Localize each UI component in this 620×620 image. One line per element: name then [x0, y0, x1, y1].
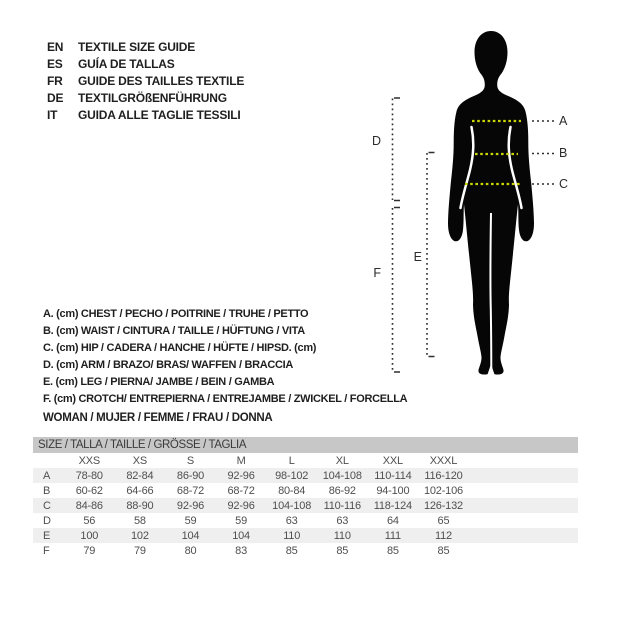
size-value-cell: 85	[437, 544, 450, 557]
size-value-cell: 92-96	[227, 499, 255, 512]
table-body	[33, 468, 578, 558]
marker-label-leg: E	[413, 250, 422, 264]
size-value-cell: 110-114	[374, 469, 412, 482]
size-value-cell: 118-124	[373, 499, 412, 512]
size-value-cell: 58	[133, 514, 146, 527]
marker-label-chest: A	[559, 113, 568, 128]
row-letter-cell: F	[43, 544, 50, 557]
leg-gap	[490, 213, 491, 368]
size-value-cell: 59	[184, 514, 197, 527]
size-table	[33, 437, 578, 558]
size-value-cell: 64	[386, 514, 399, 527]
size-value-cell: 126-132	[423, 499, 463, 512]
table-row	[33, 528, 578, 543]
table-row	[33, 468, 578, 483]
leg-length-ticks	[429, 153, 435, 357]
size-value-cell: 98-102	[275, 469, 309, 482]
language-code: FR	[47, 73, 63, 88]
size-column-header: XS	[132, 454, 148, 467]
size-value-cell: 110	[283, 529, 301, 542]
measurement-line: B. (cm) WAIST / CINTURA / TAILLE / HÜFTUNG / VITA	[43, 325, 305, 337]
row-letter-cell: B	[43, 484, 51, 497]
size-value-cell: 68-72	[176, 484, 205, 497]
size-table-title-bar: SIZE / TALLA / TAILLE / GRÖSSE / TAGLIA	[33, 437, 578, 453]
size-value-cell: 104-108	[272, 499, 312, 512]
size-value-cell: 60-62	[75, 484, 103, 497]
marker-label-hip: C	[559, 176, 569, 191]
table-column-header-row	[33, 453, 578, 468]
size-column-header: XXXL	[429, 454, 458, 467]
size-value-cell: 86-92	[328, 484, 356, 497]
size-column-header: XL	[335, 454, 349, 467]
size-value-cell: 85	[386, 544, 399, 557]
size-value-cell: 78-80	[75, 469, 103, 482]
size-value-cell: 63	[285, 514, 298, 527]
table-row	[33, 498, 578, 513]
size-value-cell: 102-106	[423, 484, 463, 497]
marker-label-waist: B	[559, 146, 568, 160]
marker-label-arm: D	[371, 134, 381, 148]
marker-label-crotch: F	[373, 266, 381, 280]
size-value-cell: 65	[437, 514, 450, 527]
size-column-header: XXS	[78, 454, 100, 467]
size-value-cell: 79	[83, 544, 96, 557]
size-value-cell: 68-72	[227, 484, 255, 497]
size-value-cell: 84-86	[75, 499, 103, 512]
table-row	[33, 543, 578, 558]
measurement-line: F. (cm) CROTCH/ ENTREPIERNA / ENTREJAMBE / ZWICKEL / FORCELLA	[43, 393, 408, 405]
language-title: TEXTILGRÖßENFÜHRUNG	[78, 90, 227, 105]
row-letter-cell: C	[43, 499, 51, 512]
size-value-cell: 104	[232, 529, 250, 542]
size-value-cell: 104	[181, 529, 200, 542]
size-value-cell: 112	[434, 529, 452, 542]
size-value-cell: 82-84	[126, 469, 154, 482]
size-value-cell: 56	[83, 514, 96, 527]
size-value-cell: 92-96	[176, 499, 205, 512]
measurement-line: C. (cm) HIP / CADERA / HANCHE / HÜFTE / HIPSD. (cm)	[43, 342, 317, 354]
size-column-header: S	[186, 454, 195, 467]
size-value-cell: 94-100	[376, 484, 410, 497]
size-value-cell: 80	[184, 544, 197, 557]
language-title: TEXTILE SIZE GUIDE	[78, 40, 196, 55]
size-value-cell: 85	[285, 544, 298, 557]
size-column-header: XXL	[382, 454, 403, 467]
size-value-cell: 104-108	[322, 469, 362, 482]
size-column-header: M	[236, 454, 246, 467]
language-code: EN	[47, 40, 64, 55]
size-value-cell: 59	[235, 514, 247, 527]
size-value-cell: 92-96	[227, 469, 255, 482]
size-column-header: L	[288, 454, 295, 467]
size-value-cell: 79	[133, 544, 146, 557]
size-value-cell: 64-66	[126, 484, 154, 497]
language-code: DE	[47, 90, 64, 105]
size-value-cell: 100	[80, 529, 99, 542]
measurement-line: E. (cm) LEG / PIERNA/ JAMBE / BEIN / GAMBA	[43, 376, 275, 388]
size-value-cell: 85	[336, 544, 349, 557]
row-letter-cell: E	[43, 529, 51, 542]
arm-length-ticks	[394, 98, 400, 201]
size-value-cell: 110	[333, 529, 351, 542]
size-value-cell: 80-84	[278, 484, 306, 497]
language-title: GUIDA ALLE TAGLIE TESSILI	[78, 107, 241, 122]
size-value-cell: 116-120	[424, 469, 463, 482]
measurement-line: A. (cm) CHEST / PECHO / POITRINE / TRUHE / PETTO	[43, 308, 309, 320]
row-letter-cell: A	[43, 469, 51, 482]
size-value-cell: 88-90	[126, 499, 154, 512]
size-value-cell: 86-90	[176, 469, 205, 482]
table-row	[33, 483, 578, 498]
size-value-cell: 110-116	[323, 499, 361, 512]
table-row	[33, 513, 578, 528]
size-value-cell: 102	[131, 529, 149, 542]
gender-label: WOMAN / MUJER / FEMME / FRAU / DONNA	[43, 412, 273, 424]
language-code: ES	[47, 57, 63, 72]
size-value-cell: 83	[235, 544, 247, 557]
language-title: GUIDE DES TAILLES TEXTILE	[78, 73, 245, 88]
size-value-cell: 63	[336, 514, 349, 527]
row-letter-cell: D	[43, 514, 51, 527]
measurement-legend	[43, 306, 407, 408]
language-code: IT	[47, 107, 58, 122]
size-value-cell: 111	[384, 529, 401, 542]
language-title: GUÍA DE TALLAS	[78, 57, 175, 72]
measurement-line: D. (cm) ARM / BRAZO/ BRAS/ WAFFEN / BRACCIA	[43, 359, 294, 371]
